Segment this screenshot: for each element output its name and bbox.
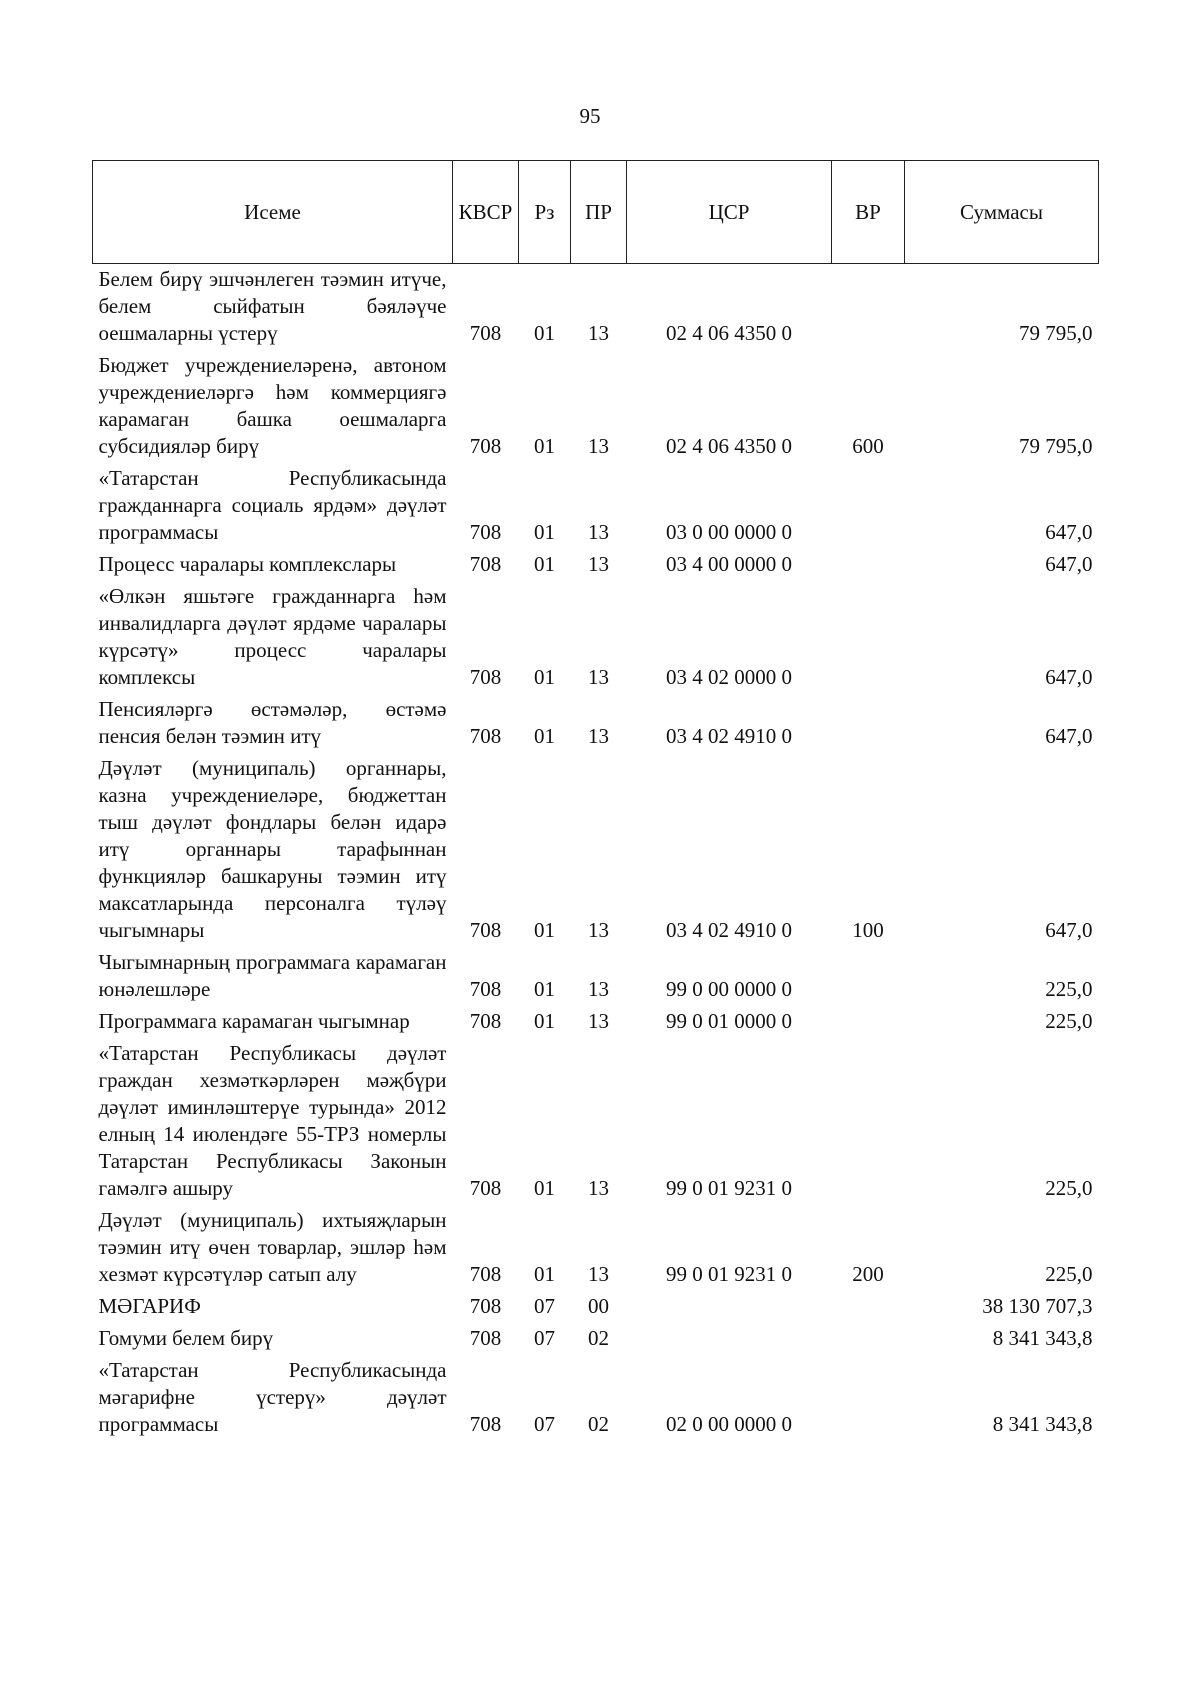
table-row xyxy=(93,350,1099,463)
row-vr xyxy=(832,581,905,694)
row-kvsr: 708 xyxy=(469,321,502,345)
row-sum: 647,0 xyxy=(1045,665,1093,689)
row-sum: 647,0 xyxy=(1045,724,1093,748)
row-pr: 13 xyxy=(588,434,609,458)
table-row xyxy=(93,1291,1099,1323)
row-sum: 79 795,0 xyxy=(1019,434,1093,458)
row-csr: 03 4 02 4910 0 xyxy=(666,918,792,942)
row-sum: 225,0 xyxy=(1045,977,1093,1001)
row-rz: 01 xyxy=(534,665,555,689)
row-name: Бюджет учреждениеләренә, автоном учреждениеләргә һәм коммерциягә карамаган башка оешмаларга субсидияләр бирү xyxy=(98,353,447,458)
row-sum: 647,0 xyxy=(1045,520,1093,544)
header-kvsr: КВСР xyxy=(453,161,519,264)
row-name: «Татарстан Республикасында мәгарифне үстерү» дәүләт программасы xyxy=(98,1358,447,1436)
row-sum: 225,0 xyxy=(1045,1009,1093,1033)
row-pr: 02 xyxy=(588,1326,609,1350)
table-row xyxy=(93,1323,1099,1355)
row-vr xyxy=(832,1323,905,1355)
row-pr: 02 xyxy=(588,1412,609,1436)
row-pr: 13 xyxy=(588,552,609,576)
row-vr xyxy=(832,463,905,549)
budget-table xyxy=(92,160,1099,1441)
row-csr: 03 4 02 0000 0 xyxy=(666,665,792,689)
header-name: Исеме xyxy=(93,161,453,264)
row-rz: 07 xyxy=(534,1326,555,1350)
row-sum: 79 795,0 xyxy=(1019,321,1093,345)
row-vr xyxy=(832,549,905,581)
row-vr xyxy=(832,264,905,351)
table-row xyxy=(93,1006,1099,1038)
header-rz: Рз xyxy=(519,161,571,264)
header-pr: ПР xyxy=(571,161,627,264)
row-rz: 01 xyxy=(534,434,555,458)
table-row xyxy=(93,947,1099,1006)
row-vr xyxy=(832,947,905,1006)
row-kvsr: 708 xyxy=(469,1262,502,1286)
table-row xyxy=(93,1205,1099,1291)
row-csr: 99 0 01 0000 0 xyxy=(666,1009,792,1033)
row-sum: 8 341 343,8 xyxy=(992,1412,1093,1436)
row-pr: 13 xyxy=(588,1262,609,1286)
row-rz: 01 xyxy=(534,977,555,1001)
row-pr: 13 xyxy=(588,520,609,544)
row-csr: 02 4 06 4350 0 xyxy=(666,321,792,345)
row-name: Дәүләт (муниципаль) ихтыяҗларын тәэмин итү өчен товарлар, эшләр һәм хезмәт күрсәтүләр сатып алу xyxy=(98,1208,447,1286)
row-name: Программага карамаган чыгымнар xyxy=(98,1009,410,1033)
table-body xyxy=(93,264,1099,1442)
row-kvsr: 708 xyxy=(469,552,502,576)
row-vr xyxy=(832,1038,905,1205)
row-name: МӘГАРИФ xyxy=(98,1294,201,1318)
row-sum: 647,0 xyxy=(1045,552,1093,576)
row-rz: 01 xyxy=(534,321,555,345)
row-kvsr: 708 xyxy=(469,1326,502,1350)
row-pr: 13 xyxy=(588,1176,609,1200)
row-kvsr: 708 xyxy=(469,977,502,1001)
row-rz: 01 xyxy=(534,724,555,748)
row-rz: 07 xyxy=(534,1412,555,1436)
row-pr: 13 xyxy=(588,665,609,689)
row-pr: 13 xyxy=(588,321,609,345)
row-vr xyxy=(832,1355,905,1441)
page-number: 95 xyxy=(579,104,601,128)
row-csr: 99 0 01 9231 0 xyxy=(666,1262,792,1286)
row-csr: 02 0 00 0000 0 xyxy=(666,1412,792,1436)
row-csr xyxy=(627,1291,832,1323)
row-rz: 01 xyxy=(534,520,555,544)
row-rz: 01 xyxy=(534,552,555,576)
row-csr: 03 0 00 0000 0 xyxy=(666,520,792,544)
row-pr: 13 xyxy=(588,724,609,748)
table-row xyxy=(93,264,1099,351)
row-vr xyxy=(832,694,905,753)
header-sum: Суммасы xyxy=(905,161,1099,264)
table-row xyxy=(93,549,1099,581)
row-rz: 01 xyxy=(534,1176,555,1200)
header-csr: ЦСР xyxy=(627,161,832,264)
row-kvsr: 708 xyxy=(469,1294,502,1318)
row-kvsr: 708 xyxy=(469,1176,502,1200)
row-kvsr: 708 xyxy=(469,434,502,458)
row-sum: 225,0 xyxy=(1045,1262,1093,1286)
row-pr: 13 xyxy=(588,977,609,1001)
row-name: «Татарстан Республикасы дәүләт граждан хезмәткәрләрен мәҗбүри дәүләт иминләштерүе турында» 2012 елның 14 июлендәге 55-ТРЗ номерлы Татарстан Республикасы Законын гамәлгә ашыру xyxy=(98,1041,447,1200)
row-csr: 03 4 00 0000 0 xyxy=(666,552,792,576)
row-rz: 01 xyxy=(534,918,555,942)
row-csr: 02 4 06 4350 0 xyxy=(666,434,792,458)
row-rz: 01 xyxy=(534,1262,555,1286)
row-kvsr: 708 xyxy=(469,665,502,689)
table-row xyxy=(93,753,1099,947)
row-vr: 600 xyxy=(852,434,884,458)
row-name: «Өлкән яшьтәге гражданнарга һәм инвалидларга дәүләт ярдәме чаралары күрсәтү» процесс чаралары комплексы xyxy=(98,584,447,689)
row-name: Чыгымнарның программага карамаган юнәлешләре xyxy=(98,950,447,1001)
table-header xyxy=(93,161,1099,264)
table-row xyxy=(93,1355,1099,1441)
row-pr: 00 xyxy=(588,1294,609,1318)
row-name: Процесс чаралары комплекслары xyxy=(98,552,397,576)
row-pr: 13 xyxy=(588,1009,609,1033)
table-row xyxy=(93,581,1099,694)
table-row xyxy=(93,463,1099,549)
row-vr: 200 xyxy=(852,1262,884,1286)
row-sum: 8 341 343,8 xyxy=(992,1326,1093,1350)
row-rz: 01 xyxy=(534,1009,555,1033)
row-name: Пенсияләргә өстәмәләр, өстәмә пенсия белән тәэмин итү xyxy=(98,697,447,748)
row-name: Гомуми белем бирү xyxy=(98,1326,274,1350)
row-kvsr: 708 xyxy=(469,520,502,544)
row-sum: 38 130 707,3 xyxy=(982,1294,1093,1318)
row-name: «Татарстан Республикасында гражданнарга социаль ярдәм» дәүләт программасы xyxy=(98,466,447,544)
row-name: Дәүләт (муниципаль) органнары, казна учреждениеләре, бюджеттан тыш дәүләт фондлары белән идарә итү органнары тарафыннан функцияләр башкаруны тәэмин итү максатларында персоналга түләү чыгымнары xyxy=(98,756,447,942)
row-csr: 03 4 02 4910 0 xyxy=(666,724,792,748)
row-vr xyxy=(832,1291,905,1323)
row-csr: 99 0 01 9231 0 xyxy=(666,1176,792,1200)
table-row xyxy=(93,694,1099,753)
row-rz: 07 xyxy=(534,1294,555,1318)
row-csr xyxy=(627,1323,832,1355)
row-kvsr: 708 xyxy=(469,1412,502,1436)
row-pr: 13 xyxy=(588,918,609,942)
table-row xyxy=(93,1038,1099,1205)
row-vr: 100 xyxy=(852,918,884,942)
row-kvsr: 708 xyxy=(469,724,502,748)
row-sum: 647,0 xyxy=(1045,918,1093,942)
row-kvsr: 708 xyxy=(469,1009,502,1033)
row-vr xyxy=(832,1006,905,1038)
header-vr: ВР xyxy=(832,161,905,264)
row-kvsr: 708 xyxy=(469,918,502,942)
row-csr: 99 0 00 0000 0 xyxy=(666,977,792,1001)
row-name: Белем бирү эшчәнлеген тәэмин итүче, белем сыйфатын бәяләүче оешмаларны үстерү xyxy=(98,267,447,345)
row-sum: 225,0 xyxy=(1045,1176,1093,1200)
